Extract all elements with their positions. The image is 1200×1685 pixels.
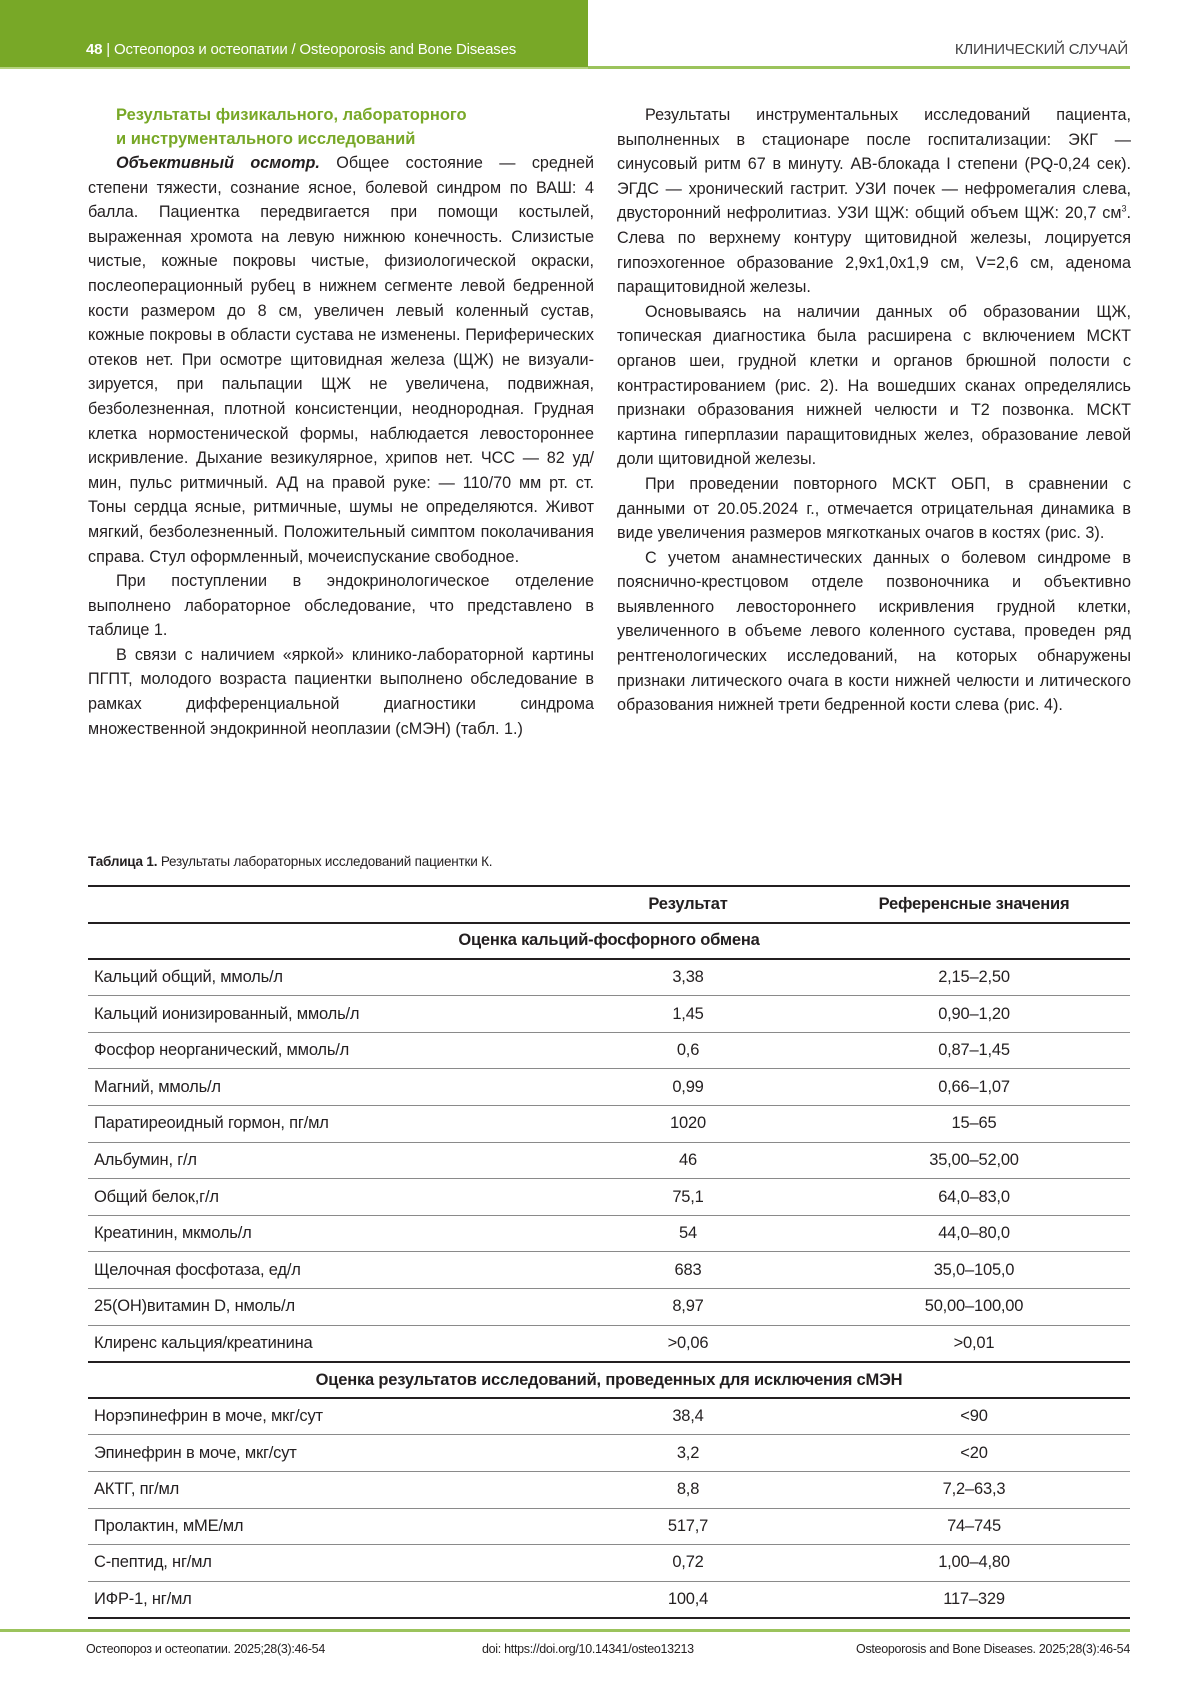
table-row: [88, 1545, 1130, 1582]
result-cell: 3,38: [672, 968, 704, 987]
parameter-cell: ИФР-1, нг/мл: [94, 1589, 192, 1608]
reference-cell: 15–65: [951, 1114, 997, 1133]
parameter-cell: Клиренс кальция/креатинина: [94, 1333, 313, 1352]
parameter-cell: С-пептид, нг/мл: [94, 1553, 212, 1572]
table-row: [88, 1472, 1130, 1509]
result-cell: 100,4: [667, 1589, 709, 1608]
section-heading: [88, 103, 594, 151]
paragraph-topical-diagnostics: Основываясь на наличии данных об образовании ЩЖ, топическая диагностика была расширена с включением МСКТ органов шеи, грудной клетки и органов брюшной полости с контрастированием (рис. 2). На вошедших сканах определялись признаки образования нижней челюсти и Т2 позвонка. МСКТ картина гиперплазии паращитовидных желез, образование левой доли щитовидной железы.: [617, 302, 1131, 469]
result-cell: >0,06: [667, 1333, 709, 1352]
table-section-row: [88, 1362, 1130, 1399]
table-row: [88, 1032, 1130, 1069]
header-separator: |: [106, 41, 110, 58]
parameter-cell: 25(ОН)витамин D, нмоль/л: [94, 1297, 295, 1316]
table-row: [88, 1179, 1130, 1216]
paragraph-text: Результаты инструментальных исследований пациента, выполненных в стационаре после госпитализации: ЭКГ — синусовый ритм 67 в минуту. АВ-блокада I степени (PQ-0,24 сек). ЭГДС — хронический гастрит. УЗИ почек — нефромегалия слева, двусторонний нефролитиаз. УЗИ ЩЖ: общий объем ЩЖ: 20,7 см: [617, 106, 1131, 223]
running-header-left: [86, 41, 516, 58]
table-row: [88, 1215, 1130, 1252]
reference-cell: 117–329: [943, 1589, 1005, 1608]
reference-cell: 64,0–83,0: [938, 1187, 1010, 1206]
header-divider-left: [0, 67, 588, 69]
parameter-cell: Кальций общий, ммоль/л: [94, 968, 283, 987]
superscript: 3: [1121, 203, 1127, 214]
result-cell: 3,2: [676, 1443, 700, 1462]
table-row: [88, 1581, 1130, 1618]
reference-cell: <20: [960, 1443, 988, 1462]
result-cell: 75,1: [672, 1187, 704, 1206]
reference-cell: 7,2–63,3: [942, 1480, 1006, 1499]
reference-cell: 50,00–100,00: [924, 1297, 1024, 1316]
reference-cell: >0,01: [953, 1333, 995, 1352]
table-row: [88, 1398, 1130, 1435]
result-cell: 517,7: [667, 1516, 709, 1535]
reference-cell: 44,0–80,0: [938, 1224, 1010, 1243]
page-number: 48: [86, 41, 103, 58]
result-cell: 683: [674, 1260, 702, 1279]
paragraph-text: Общее состояние — средней степени тяжести, сознание ясное, болевой синдром по ВАШ: 4 балла. Пациентка передвигается при помощи костылей, выраженная хромота на левую нижнюю конечность. Слизистые чистые, кожные покровы чистые, физиологической окраски, послеоперационный рубец в нижнем сегменте левой бедренной кости размером до 8 см, увеличен левый коленный сустав, кожные покровы в области сустава не изменены. Периферических отеков нет. При осмотре щитовидная железа (ЩЖ) не визуализируется, при пальпации ЩЖ не увеличена, подвижная, безболезненная, плотной консистенции, неоднородная. Грудная клетка нормостенической формы, наблюдается левостороннее искривление. Дыхание везикулярное, хрипов нет. ЧСС — 82 уд/мин, пульс ритмичный. АД на правой руке: — 110/70 мм рт. ст. Тоны сердца ясные, ритмичные, шумы не определяются. Живот мягкий, безболезненный. Положительный симптом поколачивания справа. Стул оформленный, мочеиспускание свободное.: [88, 154, 594, 566]
table-row: [88, 1289, 1130, 1326]
header-divider: [588, 66, 1130, 69]
table-row: [88, 1508, 1130, 1545]
lab-results-table: [88, 885, 1130, 1619]
table-caption-text: Результаты лабораторных исследований пациентки К.: [157, 854, 493, 869]
paragraph-lead: Объективный осмотр.: [116, 154, 320, 172]
journal-title: Остеопороз и остеопатии / Osteoporosis and Bone Diseases: [114, 41, 517, 58]
header-cell-result: Результат: [648, 894, 728, 913]
parameter-cell: Щелочная фосфотаза, ед/л: [94, 1260, 301, 1279]
table-caption: [88, 854, 492, 869]
table-row: [88, 1435, 1130, 1472]
table-row: [88, 1106, 1130, 1143]
paragraph-instrumental: [617, 103, 1131, 300]
section-heading-line-1: Результаты физикального, лабораторного: [116, 106, 467, 124]
reference-cell: 0,66–1,07: [938, 1077, 1010, 1096]
footer-doi: doi: https://doi.org/10.14341/osteo13213: [482, 1642, 694, 1656]
reference-cell: 0,90–1,20: [938, 1004, 1010, 1023]
table-row: [88, 1142, 1130, 1179]
reference-cell: 74–745: [947, 1516, 1001, 1535]
table-row: [88, 996, 1130, 1033]
result-cell: 0,72: [672, 1553, 704, 1572]
section-heading-line-2: и инструментального исследований: [116, 130, 416, 148]
reference-cell: 1,00–4,80: [938, 1553, 1010, 1572]
parameter-cell: Фосфор неорганический, ммоль/л: [94, 1041, 350, 1060]
paragraph-lab-exam: При поступлении в эндокринологическое отделение выполнено лабораторное обследование, что представлено в таблице 1.: [88, 572, 594, 640]
section-title-cell: Оценка результатов исследований, проведенных для исключения сМЭН: [88, 1362, 1130, 1399]
table-row: [88, 1252, 1130, 1289]
parameter-cell: Общий белок,г/л: [94, 1187, 219, 1206]
parameter-cell: Эпинефрин в моче, мкг/сут: [94, 1443, 297, 1462]
table-caption-label: Таблица 1.: [88, 854, 158, 869]
section-label: КЛИНИЧЕСКИЙ СЛУЧАЙ: [954, 41, 1128, 58]
paragraph-objective-exam: [88, 151, 594, 569]
paragraph-text: . Слева по верхнему контуру щитовидной железы, лоцируется гипоэхогенное образование 2,9х1,0х1,9 см, V=2,6 см, аденома паращитовидной железы.: [617, 204, 1131, 297]
table-row: [88, 1069, 1130, 1106]
result-cell: 54: [679, 1224, 697, 1243]
footer-citation-en: Osteoporosis and Bone Diseases. 2025;28(3):46-54: [856, 1642, 1130, 1656]
header-cell-reference: Референсные значения: [878, 894, 1070, 913]
reference-cell: 0,87–1,45: [938, 1041, 1010, 1060]
reference-cell: 2,15–2,50: [938, 968, 1010, 987]
table-header-row: [88, 886, 1130, 923]
section-title-cell: Оценка кальций-фосфорного обмена: [88, 923, 1130, 960]
parameter-cell: Креатинин, мкмоль/л: [94, 1224, 252, 1243]
parameter-cell: Магний, ммоль/л: [94, 1077, 221, 1096]
result-cell: 0,6: [676, 1041, 700, 1060]
parameter-cell: Паратиреоидный гормон, пг/мл: [94, 1114, 329, 1133]
reference-cell: <90: [960, 1407, 988, 1426]
paragraph-radiology: С учетом анамнестических данных о болевом синдроме в пояснично-крестцовом отделе позвоночника и объективно выявленного левостороннего искривления грудной клетки, увеличенного в объеме левого коленного сустава, проведен ряд рентгенологических исследований, на которых обнаружены признаки литического очага в кости нижней челюсти и литического образования нижней трети бедренной кости слева (рис. 4).: [617, 548, 1131, 715]
result-cell: 8,97: [672, 1297, 704, 1316]
paragraph-repeat-msct: При проведении повторного МСКТ ОБП, в сравнении с данными от 20.05.2024 г., отмечается отрицательная динамика в виде увеличения размеров мягкотканых очагов в костях (рис. 3).: [617, 474, 1131, 543]
parameter-cell: Альбумин, г/л: [94, 1150, 197, 1169]
reference-cell: 35,00–52,00: [929, 1150, 1019, 1169]
table-row: [88, 1325, 1130, 1362]
result-cell: 0,99: [672, 1077, 704, 1096]
parameter-cell: Пролактин, мМЕ/мл: [94, 1516, 244, 1535]
left-column: [88, 103, 594, 741]
paragraph-men-diagnostics: В связи с наличием «яркой» клинико-лабораторной картины ПГПТ, молодого возраста пациентки выполнено обследование в рамках дифференциальной диагностики синдрома множественной эндокринной неоплазии (сМЭН) (табл. 1.): [88, 645, 594, 738]
table-row: [88, 959, 1130, 996]
header-cell-parameter: [88, 886, 558, 923]
result-cell: 1,45: [672, 1004, 704, 1023]
footer-divider: [0, 1629, 1130, 1632]
parameter-cell: Кальций ионизированный, ммоль/л: [94, 1004, 360, 1023]
reference-cell: 35,0–105,0: [933, 1260, 1015, 1279]
parameter-cell: АКТГ, пг/мл: [94, 1480, 180, 1499]
result-cell: 8,8: [676, 1480, 700, 1499]
right-column: [617, 103, 1131, 718]
table-section-row: [88, 923, 1130, 960]
result-cell: 46: [679, 1150, 697, 1169]
parameter-cell: Норэпинефрин в моче, мкг/сут: [94, 1407, 323, 1426]
footer-citation-ru: Остеопороз и остеопатии. 2025;28(3):46-54: [86, 1642, 325, 1656]
result-cell: 1020: [670, 1114, 706, 1133]
result-cell: 38,4: [672, 1407, 704, 1426]
